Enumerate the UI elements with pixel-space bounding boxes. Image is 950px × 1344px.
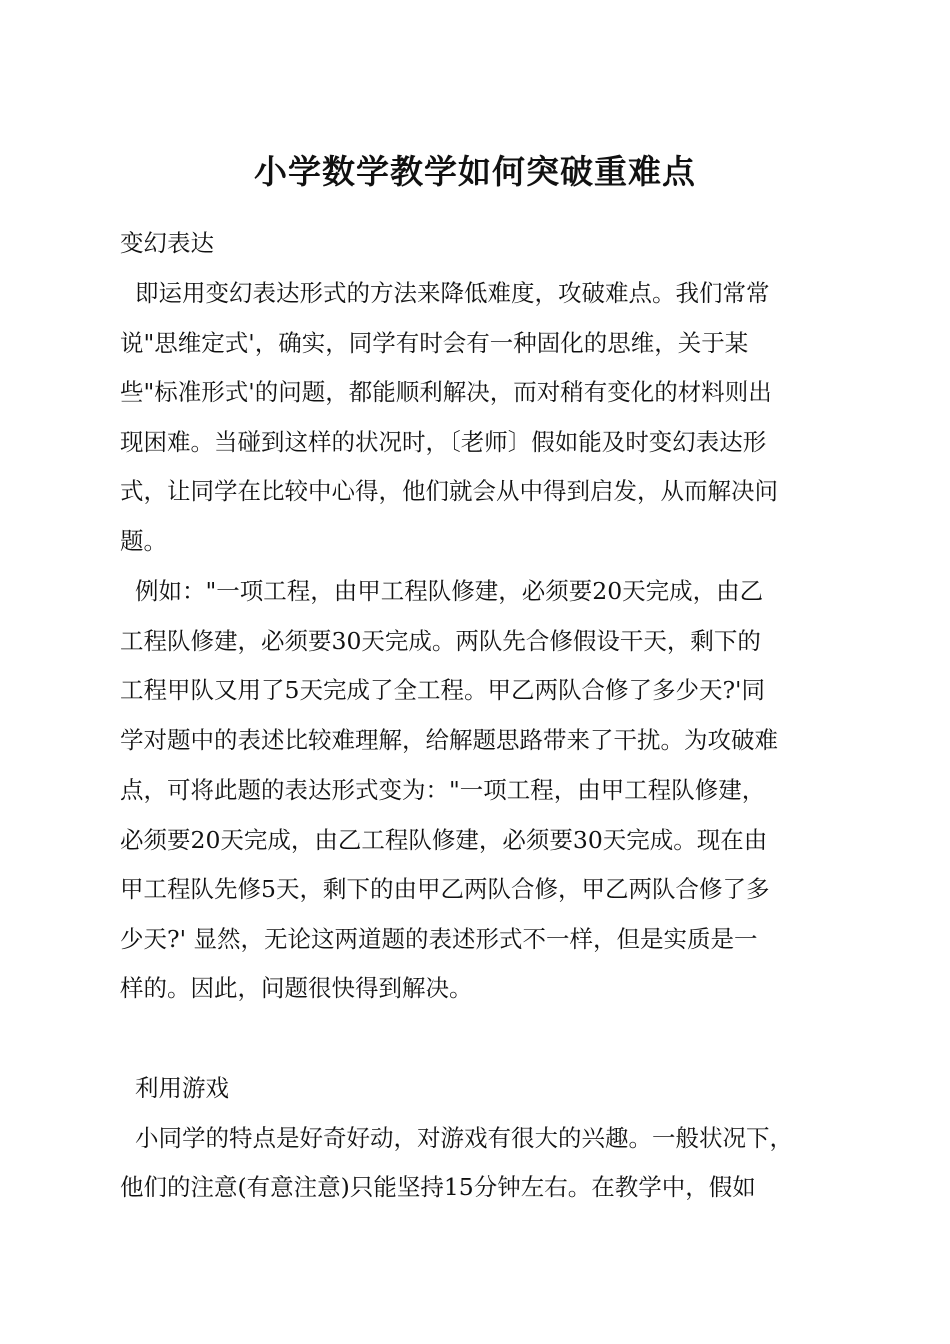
paragraph-line: 他们的注意(有意注意)只能坚持15分钟左右。在教学中，假如 [120, 1173, 756, 1201]
paragraph-line: 说"思维定式'，确实，同学有时会有一种固化的思维，关于某 [120, 329, 749, 357]
paragraph-line: 即运用变幻表达形式的方法来降低难度，攻破难点。我们常常 [120, 279, 770, 307]
paragraph-line: 点，可将此题的表达形式变为："一项工程，由甲工程队修建， [120, 776, 766, 804]
section-heading-2: 利用游戏 [120, 1074, 229, 1102]
paragraph-line: 小同学的特点是好奇好动，对游戏有很大的兴趣。一般状况下， [120, 1124, 793, 1152]
paragraph-line: 少天?' 显然，无论这两道题的表述形式不一样，但是实质是一 [120, 925, 758, 953]
paragraph-line: 些"标准形式'的问题，都能顺利解决，而对稍有变化的材料则出 [120, 378, 772, 406]
paragraph-line: 题。 [120, 527, 167, 555]
paragraph-line: 工程队修建，必须要30天完成。两队先合修假设干天，剩下的 [120, 627, 761, 655]
paragraph-line: 例如："一项工程，由甲工程队修建，必须要20天完成，由乙 [120, 577, 764, 605]
paragraph-line: 现困难。当碰到这样的状况时，〔老师〕假如能及时变幻表达形 [120, 428, 767, 456]
paragraph-line: 样的。因此，问题很快得到解决。 [120, 974, 473, 1002]
paragraph-line: 甲工程队先修5天，剩下的由甲乙两队合修，甲乙两队合修了多 [120, 875, 770, 903]
paragraph-line: 学对题中的表述比较难理解，给解题思路带来了干扰。为攻破难 [120, 726, 778, 754]
section-heading-1: 变幻表达 [120, 229, 214, 257]
paragraph-line: 必须要20天完成，由乙工程队修建，必须要30天完成。现在由 [120, 826, 768, 854]
page-title: 小学数学教学如何突破重难点 [254, 152, 696, 191]
paragraph-line: 工程甲队又用了5天完成了全工程。甲乙两队合修了多少天?'同 [120, 676, 766, 704]
paragraph-line: 式，让同学在比较中心得，他们就会从中得到启发，从而解决问 [120, 477, 778, 505]
